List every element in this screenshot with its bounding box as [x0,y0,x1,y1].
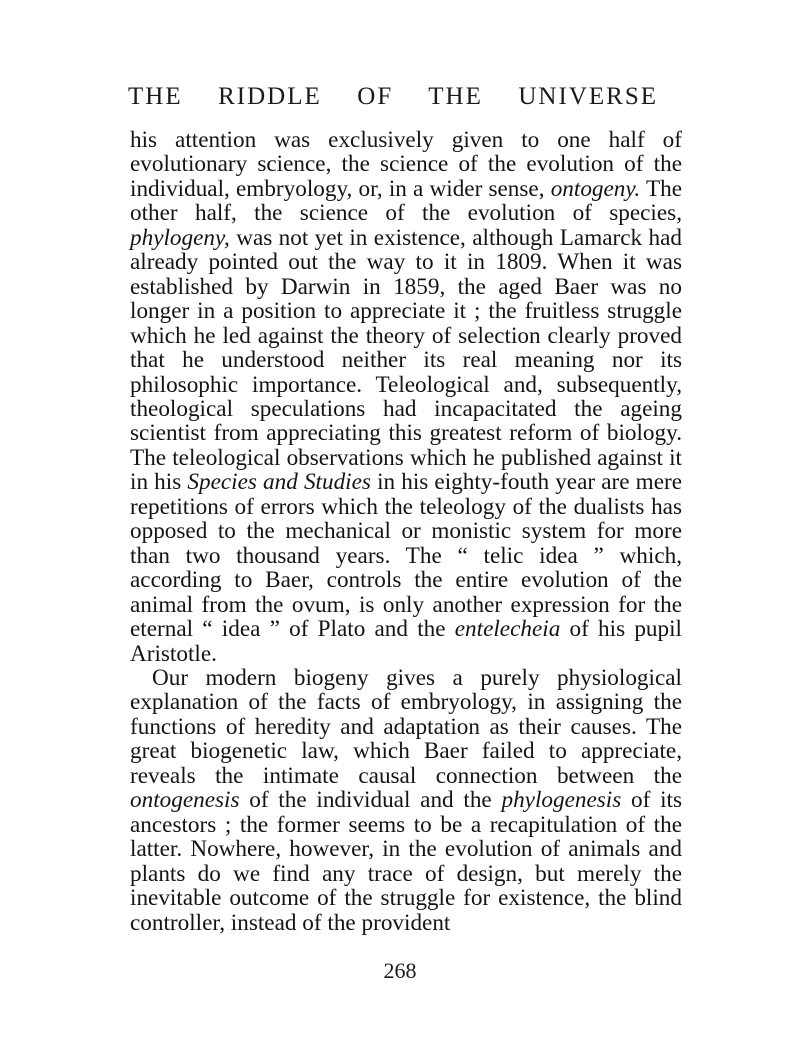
paragraph-1 [130,128,682,666]
italic-term-entelecheia: entelecheia [454,616,561,643]
text-run: of his pupil Aristotle. [130,616,682,667]
body-text [130,128,682,935]
text-run: was not yet in existence, although Lamarck had already pointed out the way to it in 1809. When it was established by Darwin in 1859, the aged Baer was no longer in a position to appreciate it ; the fruitless struggle which he led against the theory of selection clearly proved that he understood neither its real meaning nor its philosophic importance. Teleological and, subsequently, theological speculations had incapacitated the ageing scientist from appreciating this greatest reform of biology. The teleological observations which he published against it in his [130,224,682,496]
text-run: of its ancestors ; the former seems to be a recapitulation of the latter. Nowhere, however, in the evolution of animals and plants do we find any trace of design, but merely the inevitable outcome of the struggle for existence, the blind controller, instead of the provident [130,787,682,936]
italic-term-ontogenesis: ontogenesis [130,787,240,814]
running-head: THE RIDDLE OF THE UNIVERSE [128,83,658,110]
text-run: of the individual and the [239,787,502,814]
italic-title-species-and-studies: Species and Studies [187,469,371,496]
text-run: his attention was exclusively given to one half of evolutionary science, the science of the evolution of the individual, embryology, or, in a wider sense, [130,127,682,202]
text-run: The other half, the science of the evolution of species, [130,175,683,227]
text-run: in his eighty-fouth year are mere repetitions of errors which the teleology of the dualists has opposed to the mechanical or monistic system for more than two thousand years. The “ telic idea ” which, according to Baer, controls the entire evolution of the animal from the ovum, is only another expression for the eternal “ idea ” of Plato and the [130,469,682,643]
italic-term-ontogeny: ontogeny. [550,175,641,202]
paragraph-2 [130,666,682,935]
page-number: 268 [383,958,417,983]
italic-term-phylogeny: phylogeny, [130,224,230,251]
text-run: Our modern biogeny gives a purely physiological explanation of the facts of embryology, in assigning the functions of heredity and adaptation as their causes. The great biogenetic law, which Baer failed to appreciate, reveals the intimate causal connection between the [130,664,682,789]
italic-term-phylogenesis: phylogenesis [501,787,622,814]
